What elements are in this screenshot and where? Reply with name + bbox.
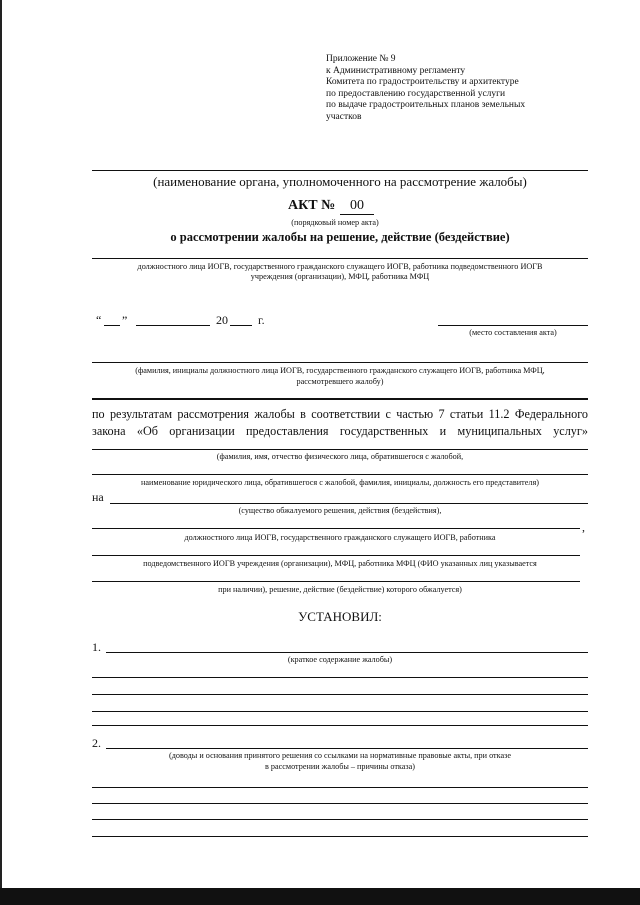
comma: , — [582, 520, 585, 534]
reviewer-caption-2: рассмотревшего жалобу) — [296, 377, 384, 386]
date-year-field[interactable] — [230, 313, 252, 326]
official-caption-1: должностного лица ИОГВ, государственного гражданского служащего ИОГВ, работника подведомственного ИОГВ — [137, 262, 543, 271]
if-present-line[interactable] — [92, 581, 580, 582]
item2-line-5[interactable] — [92, 836, 588, 837]
results-text-2: закона «Об организации предоставления государственных и муниципальных услуг» — [92, 424, 588, 438]
applicant-caption: (фамилия, имя, отчество физического лица, обратившегося с жалобой, — [216, 452, 464, 461]
institution-line[interactable] — [92, 555, 580, 556]
date-day-field[interactable] — [104, 313, 120, 326]
applicant-line[interactable] — [92, 449, 588, 450]
annex-line: по предоставлению государственной услуги — [326, 88, 506, 99]
on-label: на — [92, 490, 104, 504]
annex-line: участков — [326, 111, 362, 122]
item1-line-4[interactable] — [92, 711, 588, 712]
if-present-caption: при наличии), решение, действие (бездействие) которого обжалуется) — [218, 585, 462, 594]
established-heading: УСТАНОВИЛ: — [298, 609, 382, 624]
reviewer-line-2[interactable] — [92, 398, 588, 400]
act-number-field[interactable]: 00 — [340, 198, 374, 215]
date-year-suffix: г. — [258, 313, 265, 327]
applicant-line-2[interactable] — [92, 474, 588, 475]
institution-caption: подведомственного ИОГВ учреждения (организации), МФЦ, работника МФЦ (ФИО указанных лиц указывается — [143, 559, 537, 568]
annex-line: к Административному регламенту — [326, 65, 466, 76]
place-line[interactable] — [438, 325, 588, 326]
place-caption: (место составления акта) — [469, 328, 557, 337]
results-text-1: по результатам рассмотрения жалобы в соответствии с частью 7 статьи 11.2 Федерального — [92, 407, 588, 421]
item1-line-5[interactable] — [92, 725, 588, 726]
item2-line[interactable] — [106, 748, 588, 749]
item1-line-2[interactable] — [92, 677, 588, 678]
legal-entity-caption: наименование юридического лица, обратившегося с жалобой, фамилия, инициалы, должность его представителя) — [141, 478, 539, 487]
act-subject: о рассмотрении жалобы на решение, действие (бездействие) — [170, 230, 510, 244]
annex-line: Комитета по градостроительству и архитектуре — [326, 77, 519, 88]
item1-line-3[interactable] — [92, 694, 588, 695]
item2-number: 2. — [92, 736, 101, 750]
official-line[interactable] — [92, 258, 588, 259]
decision-caption: (существо обжалуемого решения, действия (бездействия), — [238, 506, 442, 515]
date-month-field[interactable] — [136, 313, 210, 326]
page-bottom-edge — [0, 888, 640, 905]
date-quote-close: ” — [122, 313, 128, 327]
item2-line-4[interactable] — [92, 819, 588, 820]
official-caption-2: учреждения (организации), МФЦ, работника МФЦ — [250, 272, 430, 281]
decision-line[interactable] — [110, 503, 588, 504]
act-title-prefix: АКТ № — [288, 198, 336, 213]
organ-name-label: (наименование органа, уполномоченного на рассмотрение жалобы) — [153, 174, 527, 189]
page-left-edge — [0, 0, 2, 905]
date-quote-open: “ — [96, 313, 102, 327]
item2-line-2[interactable] — [92, 787, 588, 788]
organ-name-line[interactable] — [92, 170, 588, 171]
item2-caption-1: (доводы и основания принятого решения со ссылками на нормативные правовые акты, при отказе — [168, 751, 511, 760]
item2-line-3[interactable] — [92, 803, 588, 804]
official2-caption: должностного лица ИОГВ, государственного гражданского служащего ИОГВ, работника — [184, 533, 496, 542]
reviewer-caption-1: (фамилия, инициалы должностного лица ИОГВ, государственного гражданского служащего ИОГВ, работника МФЦ, — [135, 366, 545, 375]
date-year-prefix: 20 — [216, 313, 228, 327]
reviewer-line[interactable] — [92, 362, 588, 363]
item1-line[interactable] — [106, 652, 588, 653]
item1-caption: (краткое содержание жалобы) — [287, 655, 393, 664]
annex-header — [326, 54, 586, 124]
annex-line: Приложение № 9 — [326, 54, 396, 64]
decision-line-2[interactable] — [92, 528, 580, 529]
act-number-caption: (порядковый номер акта) — [291, 218, 379, 227]
item1-number: 1. — [92, 640, 101, 654]
annex-line: по выдаче градостроительных планов земельных — [326, 100, 526, 111]
item2-caption-2: в рассмотрении жалобы – причины отказа) — [264, 762, 415, 771]
